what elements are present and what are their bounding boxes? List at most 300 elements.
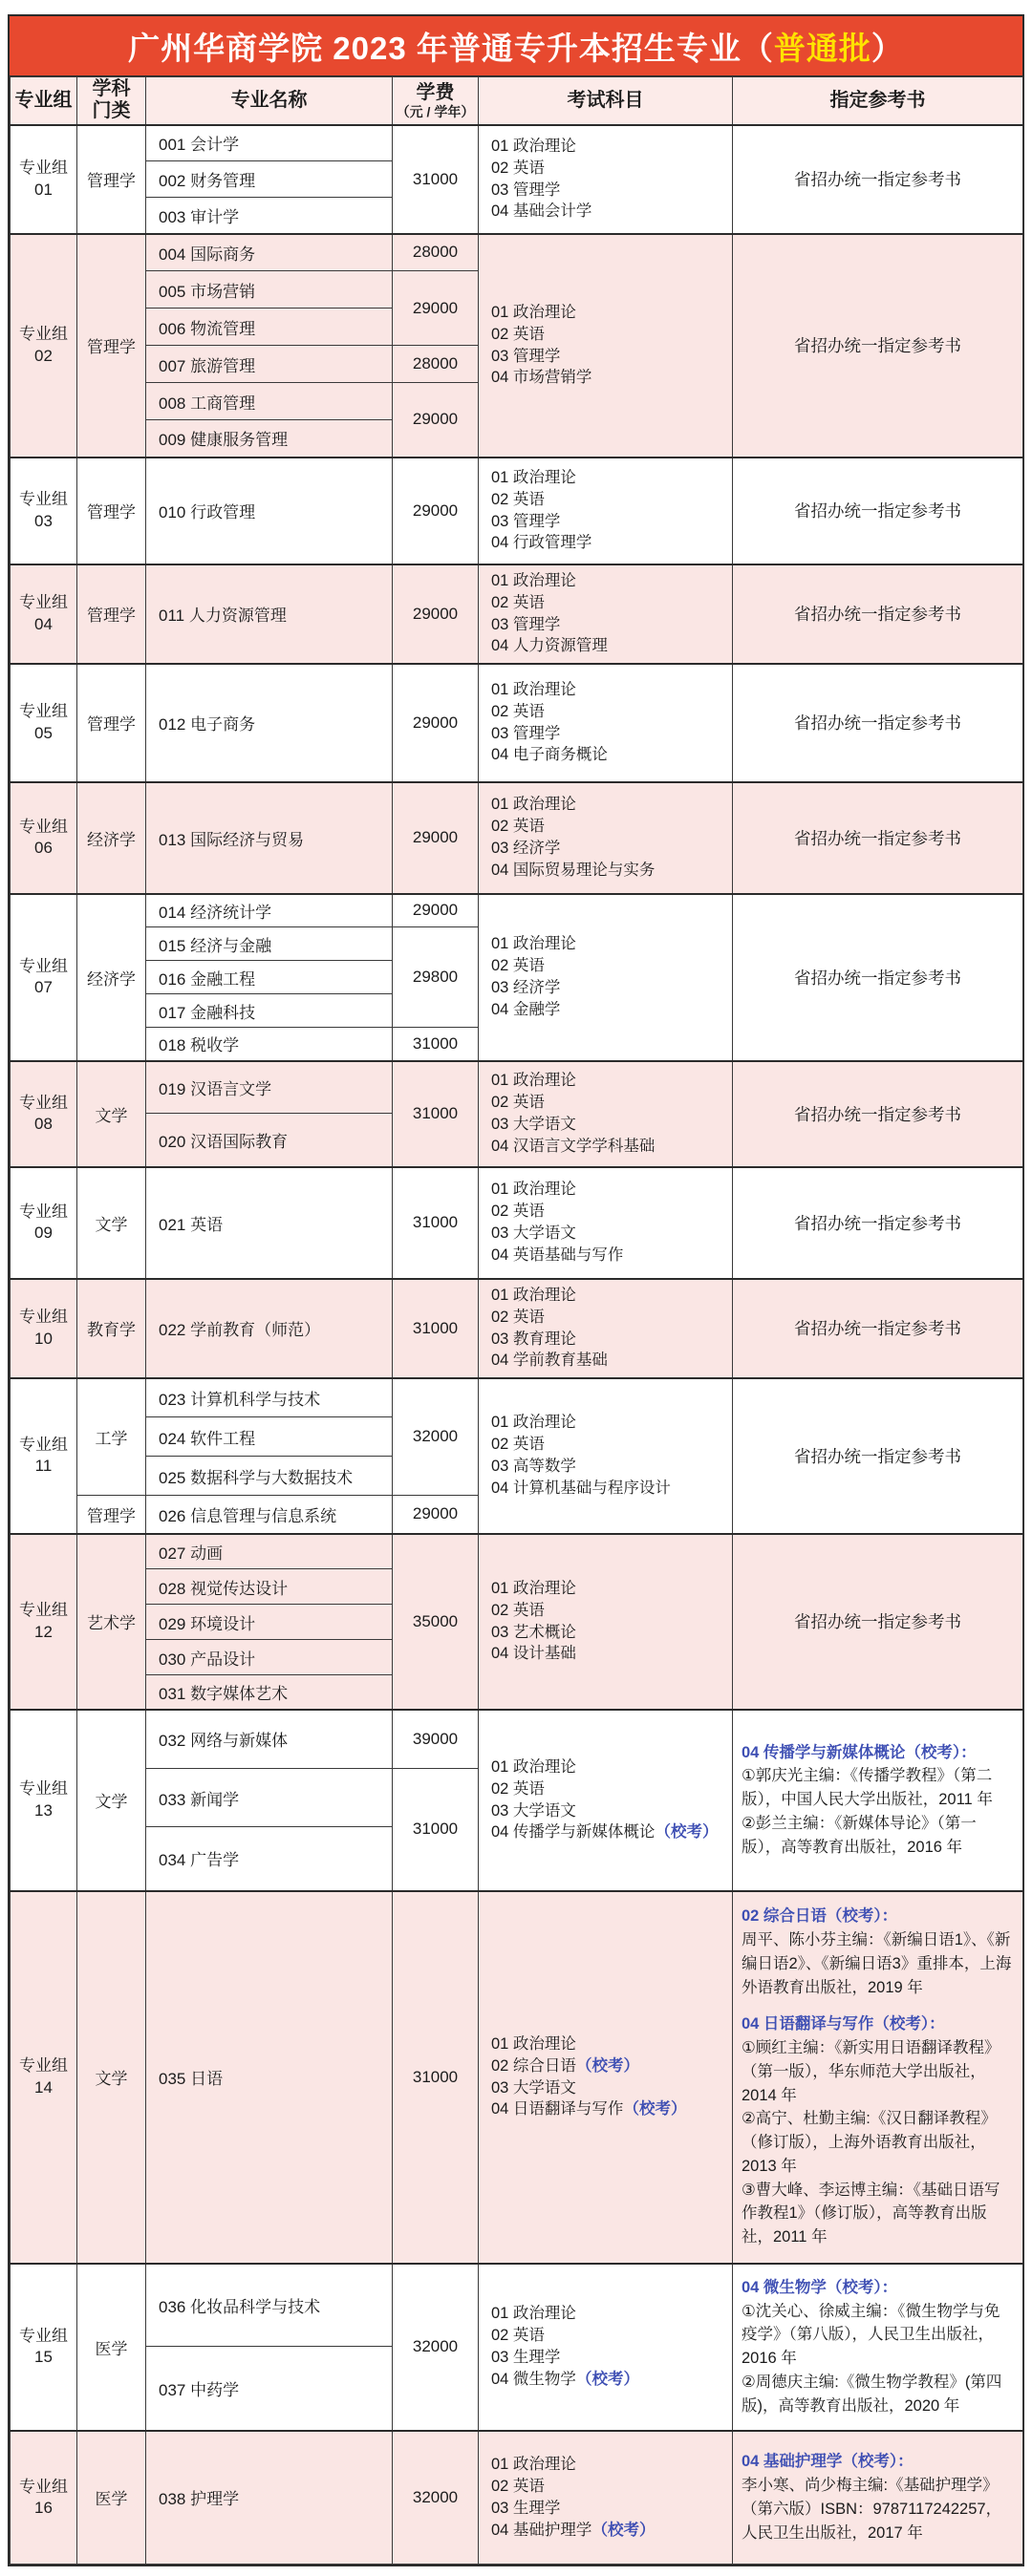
exam-subject-text: 02 综合日语: [491, 2056, 576, 2075]
group-cell: [11, 1279, 77, 1378]
fee-cell: 35000: [393, 1534, 479, 1710]
reference-books-cell: [733, 2431, 1023, 2565]
reference-books-cell: [733, 1710, 1023, 1891]
school-exam-tag: （校考）: [575, 2056, 639, 2075]
reference-books-cell: 省招办统一指定参考书: [733, 664, 1023, 782]
admissions-table: [10, 76, 1023, 2565]
col-header-exam: 考试科目: [479, 77, 733, 125]
title-highlight: 普通批: [773, 30, 871, 66]
major-cell: 013 国际经济与贸易: [146, 782, 393, 894]
group-cell: [11, 1710, 77, 1891]
exam-subject-text: 03 生理学: [491, 2349, 561, 2366]
discipline-cell: 管理学: [77, 564, 146, 664]
group-label: 专业组: [19, 159, 68, 178]
exam-subject-text: 03 大学语文: [491, 1224, 576, 1242]
exam-subject-line: [491, 1245, 732, 1267]
reference-books-cell: 省招办统一指定参考书: [733, 894, 1023, 1061]
exam-subject-line: [491, 1600, 732, 1622]
exam-subject-line: [491, 1223, 732, 1245]
exam-subject-line: [491, 701, 732, 723]
exam-subject-text: 04 汉语言文学学科基础: [491, 1137, 656, 1155]
reference-book-item: ②周德庆主编:《微生物学教程》(第四版)，高等教育出版社，2020 年: [742, 2373, 1002, 2415]
exam-subject-text: 01 政治理论: [491, 2305, 576, 2323]
discipline-cell: 艺术学: [77, 1534, 146, 1710]
exam-subject-line: [491, 2098, 732, 2120]
exam-subject-text: 02 英语: [491, 1779, 545, 1798]
discipline-cell: 管理学: [77, 664, 146, 782]
fee-cell: 29000: [393, 664, 479, 782]
group-cell: [11, 1891, 77, 2264]
header-row: [11, 77, 1023, 125]
major-cell: 018 税收学: [146, 1028, 393, 1061]
exam-subject-line: [491, 1307, 732, 1329]
exam-subject-line: [491, 1114, 732, 1136]
exam-subject-text: 03 管理学: [491, 615, 561, 633]
exam-subject-line: [491, 511, 732, 533]
major-cell: 019 汉语言文学: [146, 1061, 393, 1114]
exam-subject-text: 02 英语: [491, 2327, 545, 2345]
exam-subject-line: [491, 1092, 732, 1114]
discipline-cell: 文学: [77, 1061, 146, 1167]
exam-subject-line: [491, 367, 732, 389]
group-cell: [11, 782, 77, 894]
exam-subject-line: [491, 838, 732, 860]
group-number: 16: [34, 2498, 53, 2517]
exam-subject-text: 04 行政管理学: [491, 534, 592, 552]
col-header-discipline: 学科 门类: [77, 77, 146, 125]
major-cell: 021 英语: [146, 1167, 393, 1279]
exam-subject-text: 04 传播学与新媒体概论: [491, 1823, 656, 1842]
exam-subject-line: [491, 614, 732, 636]
exam-subject-text: 02 英语: [491, 702, 545, 720]
table-row: [11, 1061, 1023, 1114]
exam-subject-line: [491, 1434, 732, 1456]
exam-subject-line: [491, 635, 732, 657]
exam-subject-line: [491, 2476, 732, 2498]
reference-book-item: ①顾红主编：《新实用日语翻译教程》（第一版），华东师范大学出版社，2014 年: [742, 2039, 1000, 2104]
reference-books-cell: 省招办统一指定参考书: [733, 1279, 1023, 1378]
group-number: 15: [34, 2348, 53, 2366]
group-cell: [11, 564, 77, 664]
group-number: 14: [34, 2077, 53, 2097]
fee-cell: 29000: [393, 894, 479, 927]
table-row: [11, 782, 1023, 894]
reference-book-item: 周平、陈小芬主编：《新编日语1》、《新编日语2》、《新编日语3》重排本，上海外语教育出版社，2019 年: [742, 1931, 1012, 1996]
group-number: 03: [34, 511, 53, 530]
exam-subject-text: 02 英语: [491, 159, 545, 177]
exam-subject-line: [491, 136, 732, 158]
fee-cell: 31000: [393, 1279, 479, 1378]
major-cell: 031 数字媒体艺术: [146, 1675, 393, 1710]
group-label: 专业组: [19, 593, 68, 612]
exam-subject-text: 04 计算机基础与程序设计: [491, 1479, 671, 1497]
exam-subject-line: [491, 860, 732, 882]
exam-subject-text: 02 英语: [491, 1094, 545, 1112]
exam-subject-text: 01 政治理论: [491, 796, 576, 814]
major-cell: 026 信息管理与信息系统: [146, 1496, 393, 1534]
major-cell: 009 健康服务管理: [146, 420, 393, 458]
exam-subject-text: 03 大学语文: [491, 1801, 576, 1820]
exam-subjects-cell: [479, 234, 733, 458]
exam-subject-line: [491, 1329, 732, 1351]
exam-subject-text: 03 大学语文: [491, 1116, 576, 1133]
major-cell: 002 财务管理: [146, 161, 393, 198]
table-row: [11, 125, 1023, 161]
discipline-cell: 经济学: [77, 782, 146, 894]
group-label: 专业组: [19, 2477, 68, 2496]
exam-subjects-cell: [479, 1710, 733, 1891]
exam-subject-text: 03 管理学: [491, 347, 561, 365]
exam-subject-line: [491, 2055, 732, 2077]
exam-subject-text: 02 英语: [491, 325, 545, 343]
group-label: 专业组: [19, 2056, 68, 2076]
reference-books-cell: 省招办统一指定参考书: [733, 458, 1023, 564]
group-cell: [11, 234, 77, 458]
fee-cell: 29000: [393, 383, 479, 458]
group-cell: [11, 664, 77, 782]
discipline-cell: 工学: [77, 1378, 146, 1496]
reference-books-cell: 省招办统一指定参考书: [733, 1378, 1023, 1534]
major-cell: 001 会计学: [146, 125, 393, 161]
reference-book-item: ①郭庆光主编：《传播学教程》（第二版），中国人民大学出版社，2011 年: [742, 1767, 993, 1809]
exam-subject-line: [491, 1643, 732, 1665]
major-cell: 037 中药学: [146, 2347, 393, 2431]
discipline-cell: 文学: [77, 1167, 146, 1279]
exam-subjects-cell: [479, 2431, 733, 2565]
exam-subject-line: [491, 977, 732, 999]
table-row: [11, 1279, 1023, 1378]
major-cell: 014 经济统计学: [146, 894, 393, 927]
exam-subject-line: [491, 1821, 732, 1843]
exam-subject-line: [491, 2520, 732, 2542]
fee-cell: 39000: [393, 1710, 479, 1769]
exam-subjects-cell: [479, 1891, 733, 2264]
group-cell: [11, 1061, 77, 1167]
exam-subject-text: 02 英语: [491, 1203, 545, 1221]
table-row: [11, 1378, 1023, 1417]
exam-subject-text: 01 政治理论: [491, 2456, 576, 2474]
exam-subject-line: [491, 201, 732, 223]
group-label: 专业组: [19, 1779, 68, 1799]
group-cell: [11, 1378, 77, 1534]
exam-subject-text: 02 英语: [491, 593, 545, 611]
reference-books-cell: 省招办统一指定参考书: [733, 125, 1023, 234]
group-cell: [11, 1167, 77, 1279]
major-cell: 017 金融科技: [146, 994, 393, 1028]
reference-books-cell: [733, 2264, 1023, 2431]
exam-subject-line: [491, 1350, 732, 1372]
exam-subject-line: [491, 2369, 732, 2391]
exam-subject-text: 01 政治理论: [491, 2034, 576, 2053]
group-number: 02: [34, 346, 53, 365]
fee-cell: 31000: [393, 125, 479, 234]
exam-subject-line: [491, 999, 732, 1021]
exam-subject-text: 04 市场营销学: [491, 369, 592, 387]
major-cell: 036 化妆品科学与技术: [146, 2264, 393, 2347]
major-cell: 033 新闻学: [146, 1769, 393, 1827]
group-label: 专业组: [19, 490, 68, 509]
col-header-major: 专业名称: [146, 77, 393, 125]
group-number: 13: [34, 1800, 53, 1820]
fee-cell: 29000: [393, 271, 479, 346]
exam-subject-text: 04 英语基础与写作: [491, 1245, 624, 1264]
major-cell: 023 计算机科学与技术: [146, 1378, 393, 1417]
table-row: [11, 1167, 1023, 1279]
exam-subject-line: [491, 1478, 732, 1500]
exam-subject-line: [491, 955, 732, 977]
exam-subject-text: 02 英语: [491, 818, 545, 836]
exam-subject-line: [491, 2347, 732, 2369]
table-row: [11, 458, 1023, 564]
discipline-cell: 经济学: [77, 894, 146, 1061]
exam-subject-text: 04 人力资源管理: [491, 637, 608, 655]
major-cell: 038 护理学: [146, 2431, 393, 2565]
exam-subject-line: [491, 1412, 732, 1434]
table-row: [11, 664, 1023, 782]
reference-book-item: ③曹大峰、李运博主编：《基础日语写作教程1》（修订版），高等教育出版社，2011 年: [742, 2181, 1000, 2246]
discipline-cell: 管理学: [77, 1496, 146, 1534]
group-label: 专业组: [19, 2326, 68, 2345]
title-suffix: ）: [871, 30, 904, 66]
exam-subjects-cell: [479, 125, 733, 234]
fee-cell: 32000: [393, 2264, 479, 2431]
reference-block: [742, 2012, 1015, 2249]
exam-subjects-cell: [479, 1534, 733, 1710]
fee-cell: 28000: [393, 346, 479, 383]
major-cell: 012 电子商务: [146, 664, 393, 782]
table-row: [11, 894, 1023, 927]
group-cell: [11, 894, 77, 1061]
exam-subject-line: [491, 302, 732, 324]
table-row: [11, 234, 1023, 271]
reference-block: [742, 2276, 1015, 2418]
exam-subject-text: 02 英语: [491, 490, 545, 508]
group-number: 06: [34, 839, 53, 857]
exam-subjects-cell: [479, 894, 733, 1061]
group-cell: [11, 458, 77, 564]
exam-subject-text: 02 英语: [491, 957, 545, 975]
exam-subject-line: [491, 1456, 732, 1478]
exam-subject-line: [491, 2077, 732, 2099]
major-cell: 007 旅游管理: [146, 346, 393, 383]
exam-subject-text: 01 政治理论: [491, 1072, 576, 1090]
major-cell: 004 国际商务: [146, 234, 393, 271]
reference-books-cell: 省招办统一指定参考书: [733, 1167, 1023, 1279]
admissions-sheet: [8, 14, 1024, 2566]
page-title: [10, 16, 1022, 76]
group-number: 05: [34, 723, 53, 742]
group-cell: [11, 125, 77, 234]
exam-subject-line: [491, 489, 732, 511]
major-cell: 032 网络与新媒体: [146, 1710, 393, 1769]
reference-block: [742, 2450, 1015, 2544]
reference-books-cell: 省招办统一指定参考书: [733, 564, 1023, 664]
exam-subject-text: 03 艺术概论: [491, 1623, 576, 1641]
major-cell: 024 软件工程: [146, 1417, 393, 1457]
exam-subject-text: 03 生理学: [491, 2499, 561, 2517]
group-number: 10: [34, 1329, 53, 1348]
group-number: 11: [34, 1457, 53, 1475]
discipline-cell: 管理学: [77, 234, 146, 458]
major-cell: 010 行政管理: [146, 458, 393, 564]
major-cell: 029 环境设计: [146, 1605, 393, 1640]
exam-subject-text: 01 政治理论: [491, 468, 576, 486]
exam-subject-text: 01 政治理论: [491, 1414, 576, 1432]
exam-subjects-cell: [479, 564, 733, 664]
reference-book-item: ②彭兰主编：《新媒体导论》（第一版），高等教育出版社，2016 年: [742, 1814, 977, 1856]
exam-subject-line: [491, 1622, 732, 1644]
major-cell: 008 工商管理: [146, 383, 393, 420]
exam-subject-text: 03 大学语文: [491, 2078, 576, 2097]
exam-subject-line: [491, 570, 732, 592]
group-number: 09: [34, 1224, 53, 1242]
reference-books-cell: 省招办统一指定参考书: [733, 1534, 1023, 1710]
exam-subject-text: 03 高等数学: [491, 1458, 576, 1475]
exam-subject-line: [491, 158, 732, 180]
school-exam-tag: （校考）: [655, 1823, 719, 1842]
exam-subject-line: [491, 2498, 732, 2520]
exam-subject-line: [491, 1201, 732, 1223]
fee-cell: 29000: [393, 1496, 479, 1534]
group-cell: [11, 1534, 77, 1710]
discipline-cell: 文学: [77, 1891, 146, 2264]
major-cell: 025 数据科学与大数据技术: [146, 1457, 393, 1496]
group-label: 专业组: [19, 1093, 68, 1112]
reference-books-cell: [733, 1891, 1023, 2264]
group-label: 专业组: [19, 325, 68, 344]
fee-cell: 31000: [393, 1028, 479, 1061]
exam-subject-text: 01 政治理论: [491, 1579, 576, 1597]
reference-block-header: 04 基础护理学（校考）：: [742, 2453, 914, 2471]
exam-subject-line: [491, 1070, 732, 1092]
reference-block: [742, 1905, 1015, 1999]
exam-subject-text: 04 电子商务概论: [491, 746, 608, 764]
major-cell: 028 视觉传达设计: [146, 1569, 393, 1605]
fee-cell: 29000: [393, 782, 479, 894]
exam-subject-line: [491, 1800, 732, 1822]
fee-cell: 31000: [393, 1891, 479, 2264]
exam-subject-text: 01 政治理论: [491, 680, 576, 698]
group-number: 01: [34, 180, 53, 199]
exam-subject-text: 03 管理学: [491, 512, 561, 530]
exam-subject-text: 04 日语翻译与写作: [491, 2100, 624, 2118]
table-row: [11, 1534, 1023, 1569]
major-cell: 030 产品设计: [146, 1640, 393, 1675]
exam-subject-text: 02 英语: [491, 1436, 545, 1454]
exam-subject-text: 04 学前教育基础: [491, 1352, 608, 1370]
exam-subject-text: 01 政治理论: [491, 1181, 576, 1199]
exam-subject-line: [491, 180, 732, 202]
major-cell: 006 物流管理: [146, 309, 393, 346]
group-label: 专业组: [19, 817, 68, 836]
major-cell: 003 审计学: [146, 198, 393, 234]
major-cell: 011 人力资源管理: [146, 564, 393, 664]
exam-subjects-cell: [479, 1061, 733, 1167]
exam-subject-text: 03 管理学: [491, 181, 561, 199]
discipline-cell: 医学: [77, 2264, 146, 2431]
reference-block-header: 04 日语翻译与写作（校考）：: [742, 2015, 945, 2033]
exam-subject-line: [491, 1778, 732, 1800]
exam-subject-text: 02 英语: [491, 2477, 545, 2495]
table-row: [11, 1710, 1023, 1769]
exam-subject-line: [491, 324, 732, 346]
exam-subject-line: [491, 2033, 732, 2055]
group-number: 07: [34, 978, 53, 996]
exam-subject-text: 03 管理学: [491, 724, 561, 742]
group-label: 专业组: [19, 1308, 68, 1327]
group-label: 专业组: [19, 702, 68, 721]
exam-subject-line: [491, 1285, 732, 1307]
exam-subjects-cell: [479, 1378, 733, 1534]
exam-subject-line: [491, 592, 732, 614]
reference-books-cell: 省招办统一指定参考书: [733, 234, 1023, 458]
exam-subject-line: [491, 744, 732, 766]
reference-books-cell: 省招办统一指定参考书: [733, 782, 1023, 894]
school-exam-tag: （校考）: [591, 2521, 656, 2539]
exam-subject-text: 04 微生物学: [491, 2370, 576, 2388]
exam-subject-text: 02 英语: [491, 1308, 545, 1326]
col-header-ref: 指定参考书: [733, 77, 1023, 125]
fee-cell: 31000: [393, 1769, 479, 1891]
fee-cell: 32000: [393, 2431, 479, 2565]
exam-subject-line: [491, 816, 732, 838]
exam-subject-text: 03 经济学: [491, 840, 561, 857]
discipline-cell: 管理学: [77, 458, 146, 564]
school-exam-tag: （校考）: [623, 2100, 687, 2118]
exam-subject-line: [491, 1136, 732, 1158]
group-number: 12: [34, 1622, 53, 1641]
exam-subjects-cell: [479, 782, 733, 894]
exam-subject-text: 04 设计基础: [491, 1645, 576, 1663]
fee-cell: 29000: [393, 458, 479, 564]
table-row: [11, 1891, 1023, 2264]
fee-cell: 29000: [393, 564, 479, 664]
group-label: 专业组: [19, 956, 68, 975]
col-header-group: 专业组: [11, 77, 77, 125]
exam-subject-text: 03 经济学: [491, 979, 561, 996]
reference-book-item: ②高宁、杜勤主编:《汉日翻译教程》（修订版），上海外语教育出版社，2013 年: [742, 2110, 997, 2175]
exam-subjects-cell: [479, 664, 733, 782]
group-label: 专业组: [19, 1202, 68, 1221]
major-cell: 035 日语: [146, 1891, 393, 2264]
exam-subject-text: 01 政治理论: [491, 571, 576, 589]
exam-subject-text: 04 基础会计学: [491, 202, 592, 221]
exam-subject-text: 01 政治理论: [491, 303, 576, 321]
group-number: 04: [34, 614, 53, 633]
exam-subject-line: [491, 1578, 732, 1600]
group-cell: [11, 2431, 77, 2565]
reference-block-header: 04 微生物学（校考）：: [742, 2278, 898, 2296]
major-cell: 020 汉语国际教育: [146, 1114, 393, 1167]
exam-subject-line: [491, 794, 732, 816]
reference-book-item: ①沈关心、徐威主编：《微生物学与免疫学》（第八版），人民卫生出版社，2016 年: [742, 2302, 1000, 2367]
group-label: 专业组: [19, 1435, 68, 1454]
discipline-cell: 管理学: [77, 125, 146, 234]
exam-subject-text: 02 英语: [491, 1601, 545, 1619]
school-exam-tag: （校考）: [575, 2370, 639, 2388]
title-text: 广州华商学院 2023 年普通专升本招生专业（: [128, 30, 774, 66]
col-header-fee: 学费 （元 / 学年）: [393, 77, 479, 125]
exam-subject-line: [491, 346, 732, 368]
exam-subject-line: [491, 679, 732, 701]
group-number: 08: [34, 1115, 53, 1133]
table-row: [11, 2431, 1023, 2565]
exam-subject-text: 04 国际贸易理论与实务: [491, 861, 656, 879]
discipline-cell: 教育学: [77, 1279, 146, 1378]
fee-cell: 32000: [393, 1378, 479, 1496]
exam-subjects-cell: [479, 1167, 733, 1279]
exam-subject-line: [491, 467, 732, 489]
